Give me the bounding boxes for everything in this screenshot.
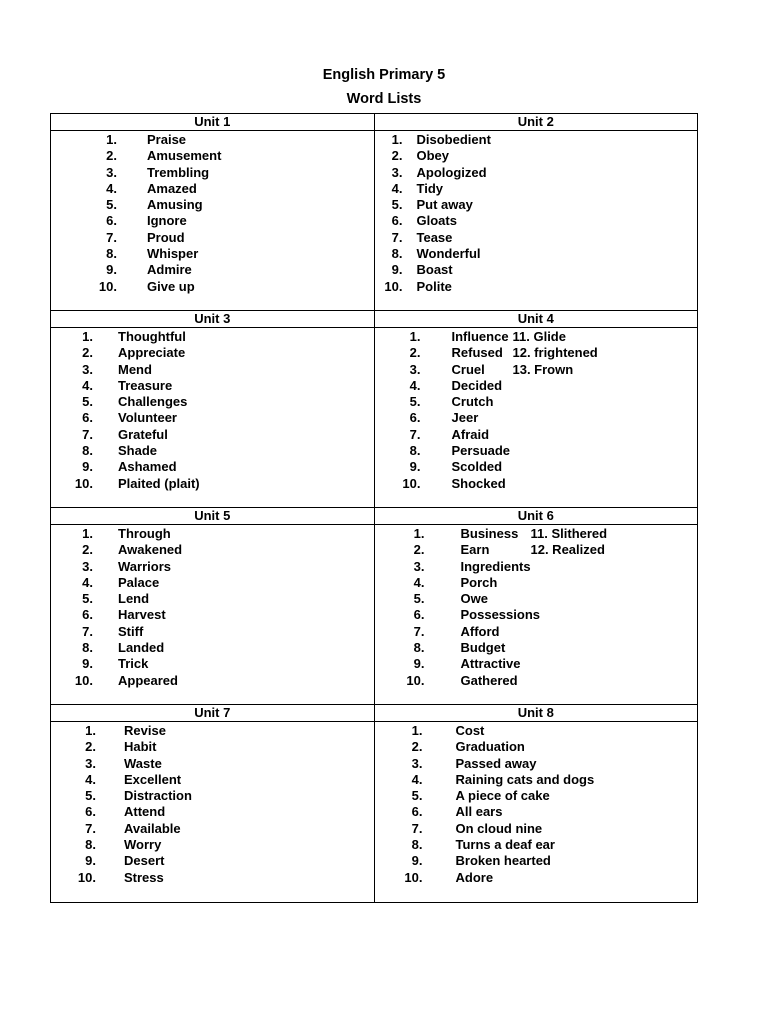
list-item [375,148,698,164]
unit-word-list [51,131,374,295]
list-item-word: Proud [147,229,185,245]
list-item-word: Broken hearted [455,853,551,869]
list-item-word: Adore [455,869,494,885]
list-item [375,640,698,656]
list-item-number: 9. [106,262,117,278]
list-item-word: Cruel [451,361,485,377]
list-item-number: 1. [409,329,421,344]
list-item-word: Harvest [118,607,166,623]
list-item-number: 10. [406,672,425,688]
list-item-word: Amusing [147,197,203,213]
list-item [375,362,698,378]
list-item-word: On cloud nine [455,820,543,836]
list-item [51,213,374,229]
list-item-number: 8. [413,640,425,656]
list-item-number: 10. [402,475,421,491]
list-item-number: 6. [106,213,117,229]
list-item-number: 9. [82,656,93,672]
list-item-word: Revise [124,723,166,738]
list-item [375,821,698,837]
list-item-word: Lend [118,591,150,607]
list-item [375,542,698,558]
list-item-number: 7. [411,820,423,836]
list-item-word: Trembling [147,164,210,180]
list-item-number: 6. [82,607,93,623]
list-item [375,739,698,755]
list-item [375,788,698,804]
list-item-number: 5. [85,788,96,804]
list-item-number: 5. [82,591,93,607]
list-item-number: 3. [82,558,93,574]
list-item-word: Cost [455,723,485,738]
list-item-word-extra: 11. Glide [512,329,566,344]
unit-word-list [375,328,698,492]
list-item [375,394,698,410]
list-item [51,459,374,475]
list-item-number: 1. [82,526,93,541]
list-item [51,756,374,772]
list-item-number: 2. [413,542,425,558]
list-item-number: 5. [409,394,421,410]
list-item-word: A piece of cake [455,788,550,804]
list-item-word: Treasure [118,377,173,393]
list-item-word: Attractive [460,656,521,672]
list-item-number: 7. [85,820,96,836]
list-item [375,132,698,148]
list-item-word: Ignore [147,213,187,229]
list-item-word: Crutch [451,394,494,410]
list-item [51,804,374,820]
list-item-number: 6. [411,804,423,820]
unit-header: Unit 6 [374,508,698,525]
list-item-word: Owe [460,591,488,607]
list-item [51,821,374,837]
list-item [375,526,698,542]
list-item-word: Worry [124,837,162,853]
list-item-word: Disobedient [416,132,491,147]
list-item-word: Attend [124,804,166,820]
list-item-word: Ingredients [460,558,531,574]
list-item-word: Stress [124,869,164,885]
list-item-word: Tidy [416,180,443,196]
list-item-number: 2. [391,148,403,164]
list-item [375,656,698,672]
list-item-word: Distraction [124,788,192,804]
list-item [51,607,374,623]
list-item-word: Palace [118,574,160,590]
list-item-number: 7. [106,229,117,245]
list-item-number: 4. [413,574,425,590]
list-item-word: Trick [118,656,149,672]
list-item-word: Challenges [118,394,188,410]
list-item [51,230,374,246]
list-item [51,837,374,853]
list-item [375,165,698,181]
list-item [51,575,374,591]
list-item-number: 3. [409,361,421,377]
unit-word-list [51,722,374,886]
list-item [51,476,374,492]
page-title: English Primary 5 [322,67,446,83]
list-item [51,427,374,443]
list-item-word: Thoughtful [118,329,186,344]
list-item-word: Amusement [147,148,222,164]
list-item-number: 10. [404,869,423,885]
list-item-word: Grateful [118,426,168,442]
list-item-word: Turns a deaf ear [455,837,555,853]
list-item-number: 3. [106,164,117,180]
list-item-word: Business [460,526,519,541]
unit-word-list [51,525,374,689]
list-item [51,378,374,394]
list-item-word: Jeer [451,410,479,426]
list-item-number: 3. [413,558,425,574]
unit-word-list [375,722,698,886]
list-item-word: Decided [451,377,503,393]
list-item-number: 5. [413,591,425,607]
list-item-number: 10. [74,672,93,688]
list-item-number: 8. [85,837,96,853]
list-item-word: Scolded [451,459,503,475]
list-item [375,575,698,591]
list-item-number: 9. [82,459,93,475]
list-item-number: 5. [391,197,403,213]
list-item [51,624,374,640]
list-item [51,246,374,262]
list-item-word: Shade [118,443,158,459]
list-item-number: 2. [82,345,93,361]
page-subtitle: Word Lists [346,91,422,107]
list-item-word: Boast [416,262,453,278]
list-item-word-extra: 13. Frown [512,361,574,377]
list-item [51,148,374,164]
unit-header: Unit 1 [51,114,375,131]
list-item-number: 6. [409,410,421,426]
list-item [375,772,698,788]
list-item-word: Awakened [118,542,183,558]
list-item-word: Graduation [455,739,525,755]
list-item-word: Ashamed [118,459,177,475]
list-item [51,526,374,542]
list-item [51,279,374,295]
list-item-number: 9. [411,853,423,869]
list-item [51,329,374,345]
list-item-number: 9. [409,459,421,475]
list-item [375,559,698,575]
list-item-number: 6. [391,213,403,229]
list-item [375,459,698,475]
list-item-number: 8. [82,443,93,459]
list-item-number: 2. [82,542,93,558]
list-item-word: Give up [147,278,195,294]
list-item [375,723,698,739]
list-item-number: 3. [82,361,93,377]
unit-word-list [51,328,374,492]
list-item [375,837,698,853]
list-item [51,181,374,197]
list-item-word: Earn [460,542,490,558]
list-item-number: 1. [82,329,93,344]
list-item-number: 1. [411,723,423,738]
list-item [375,853,698,869]
list-item-word: Refused [451,345,503,361]
word-list-table [50,113,698,903]
list-item [51,132,374,148]
list-item [375,262,698,278]
list-item [51,262,374,278]
list-item [375,624,698,640]
list-item [51,673,374,689]
list-item-word-extra: 12. frightened [512,345,598,361]
list-item-number: 2. [411,739,423,755]
list-item [375,345,698,361]
list-item-word: Stiff [118,623,144,639]
list-item [51,542,374,558]
list-item-number: 4. [85,771,96,787]
list-item-number: 5. [106,197,117,213]
list-item-number: 4. [409,377,421,393]
list-item-number: 6. [413,607,425,623]
list-item-word: Waste [124,755,162,771]
list-item-number: 7. [391,229,403,245]
list-item [51,772,374,788]
list-item [51,870,374,886]
list-item-word: Desert [124,853,165,869]
list-item-word: Praise [147,132,187,147]
list-item-word: Budget [460,640,506,656]
list-item [375,329,698,345]
list-item [51,739,374,755]
list-item [375,427,698,443]
list-item-number: 7. [409,426,421,442]
unit-header: Unit 5 [51,508,375,525]
list-item-word: Afraid [451,426,490,442]
list-item [51,853,374,869]
list-item-word: Porch [460,574,498,590]
list-item-number: 4. [106,180,117,196]
list-item [51,640,374,656]
list-item-word: Habit [124,739,157,755]
list-item-number: 7. [82,426,93,442]
list-item-number: 6. [85,804,96,820]
list-item-number: 3. [391,164,403,180]
list-item [51,591,374,607]
list-item-word: Excellent [124,771,182,787]
list-item [51,443,374,459]
list-item-number: 8. [391,246,403,262]
list-item-number: 1. [413,526,425,541]
list-item-word: Landed [118,640,165,656]
list-item-number: 4. [411,771,423,787]
list-item-number: 4. [391,180,403,196]
unit-header: Unit 3 [51,311,375,328]
list-item-word: Through [118,526,171,541]
list-item-number: 5. [411,788,423,804]
list-item-number: 8. [409,443,421,459]
list-item-word: Polite [416,278,452,294]
list-item-number: 8. [106,246,117,262]
list-item [51,656,374,672]
list-item-number: 3. [411,755,423,771]
list-item [51,559,374,575]
list-item [51,362,374,378]
unit-word-list [375,131,698,295]
list-item-number: 1. [106,132,117,147]
list-item-word: Plaited (plait) [118,475,200,491]
list-item-number: 2. [106,148,117,164]
list-item-number: 10. [98,278,117,294]
list-item [51,345,374,361]
list-item [375,246,698,262]
list-item-number: 8. [411,837,423,853]
list-item [51,723,374,739]
unit-word-list [375,525,698,689]
list-item-word: Appeared [118,672,178,688]
list-item-word: Possessions [460,607,540,623]
list-item-number: 8. [82,640,93,656]
list-item [375,591,698,607]
unit-header: Unit 8 [374,705,698,722]
list-item [375,476,698,492]
list-item-number: 1. [85,723,96,738]
list-item [375,181,698,197]
list-item-number: 4. [82,574,93,590]
list-item-number: 7. [413,623,425,639]
list-item-number: 6. [82,410,93,426]
list-item-number: 5. [82,394,93,410]
list-item-word: All ears [455,804,503,820]
list-item-number: 7. [82,623,93,639]
list-item-word: Amazed [147,180,197,196]
list-item-word: Shocked [451,475,506,491]
unit-header: Unit 2 [374,114,698,131]
list-item-word: Available [124,820,181,836]
list-item [51,788,374,804]
list-item-word: Wonderful [416,246,481,262]
list-item-number: 9. [391,262,403,278]
list-item-word-extra: 11. Slithered [530,526,608,541]
list-item [375,673,698,689]
list-item-word: Influence [451,329,509,344]
list-item [375,443,698,459]
unit-header: Unit 4 [374,311,698,328]
list-item [375,197,698,213]
list-item-word: Afford [460,623,500,639]
list-item-number: 9. [85,853,96,869]
list-item-word: Obey [416,148,450,164]
list-item-word: Put away [416,197,473,213]
list-item [51,197,374,213]
list-item [375,230,698,246]
list-item-number: 2. [85,739,96,755]
list-item-number: 10. [74,475,93,491]
list-item [51,394,374,410]
list-item-word-extra: 12. Realized [530,542,605,558]
list-item [375,279,698,295]
list-item-number: 10. [77,869,96,885]
list-item-word: Gloats [416,213,457,229]
list-item-word: Raining cats and dogs [455,771,595,787]
list-item [375,607,698,623]
list-item-word: Warriors [118,558,171,574]
list-item [375,756,698,772]
list-item-word: Persuade [451,443,511,459]
list-item-word: Apologized [416,164,487,180]
list-item [51,410,374,426]
list-item-word: Passed away [455,755,537,771]
list-item-number: 10. [384,278,403,294]
list-item-word: Gathered [460,672,518,688]
list-item [51,165,374,181]
list-item-word: Appreciate [118,345,186,361]
list-item-number: 1. [391,132,403,147]
list-item [375,213,698,229]
list-item [375,378,698,394]
list-item-word: Tease [416,229,453,245]
list-item-word: Volunteer [118,410,177,426]
list-item-word: Mend [118,361,152,377]
list-item [375,804,698,820]
list-item-word: Whisper [147,246,199,262]
list-item-number: 4. [82,377,93,393]
list-item-word: Admire [147,262,192,278]
list-item-number: 3. [85,755,96,771]
list-item-number: 2. [409,345,421,361]
list-item-number: 9. [413,656,425,672]
list-item [375,410,698,426]
unit-header: Unit 7 [51,705,375,722]
list-item [375,870,698,886]
